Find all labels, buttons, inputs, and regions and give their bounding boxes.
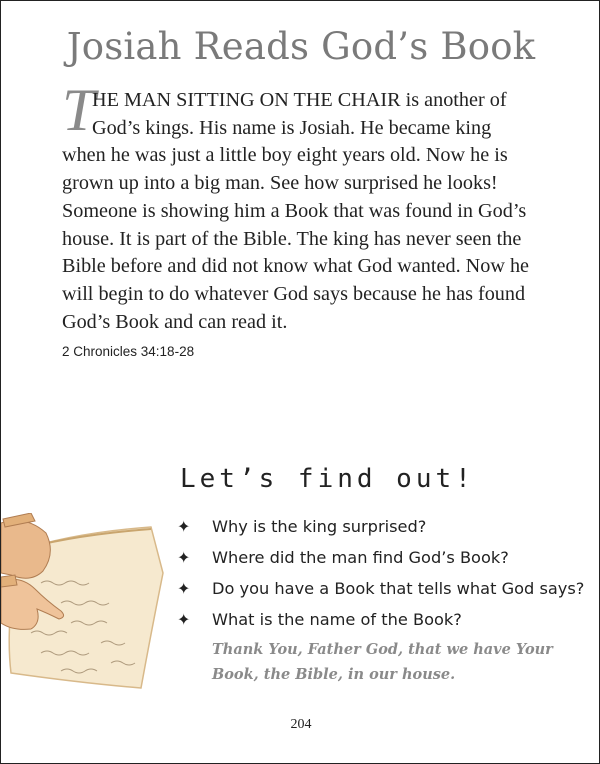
- story-line: Someone is showing him a Book that was found in God’s: [62, 199, 527, 222]
- prayer-text: [212, 637, 552, 687]
- story-line: will begin to do whatever God says because he has found: [62, 282, 526, 305]
- story-line: house. It is part of the Bible. The king has never seen the: [62, 227, 522, 250]
- bullet-star-icon: ✦: [177, 610, 191, 629]
- bullet-star-icon: ✦: [177, 548, 191, 567]
- story-line: grown up into a big man. See how surprised he looks!: [62, 172, 498, 195]
- bullet-star-icon: ✦: [177, 517, 191, 536]
- question-list: [177, 511, 597, 635]
- question-text: What is the name of the Book?: [212, 610, 462, 629]
- page-number: 204: [290, 717, 312, 732]
- question-text: Why is the king surprised?: [212, 517, 427, 536]
- story-line: Bible before and did not know what God wanted. Now he: [62, 255, 530, 278]
- list-item: [177, 604, 597, 635]
- list-item: [177, 511, 597, 542]
- prayer-line: Book, the Bible, in our house.: [212, 666, 456, 683]
- scripture-reference: 2 Chronicles 34:18-28: [62, 344, 195, 359]
- scroll-with-hands-illustration: [1, 513, 166, 703]
- list-item: [177, 542, 597, 573]
- story-line: when he was just a little boy eight years old. Now he is: [62, 144, 508, 167]
- section-title: Let’s find out!: [180, 464, 475, 494]
- story-line: HE MAN SITTING ON THE CHAIR is another of: [92, 89, 507, 111]
- story-line: God’s Book and can read it.: [62, 310, 288, 333]
- list-item: [177, 573, 597, 604]
- question-text: Do you have a Book that tells what God says?: [212, 579, 585, 598]
- story-line: God’s kings. His name is Josiah. He became king: [92, 116, 492, 139]
- drop-cap: T: [62, 77, 96, 143]
- question-text: Where did the man find God’s Book?: [212, 548, 509, 567]
- story-paragraph: [62, 87, 562, 336]
- page-title: Josiah Reads God’s Book: [66, 25, 536, 68]
- prayer-line: Thank You, Father God, that we have Your: [212, 641, 553, 658]
- bullet-star-icon: ✦: [177, 579, 191, 598]
